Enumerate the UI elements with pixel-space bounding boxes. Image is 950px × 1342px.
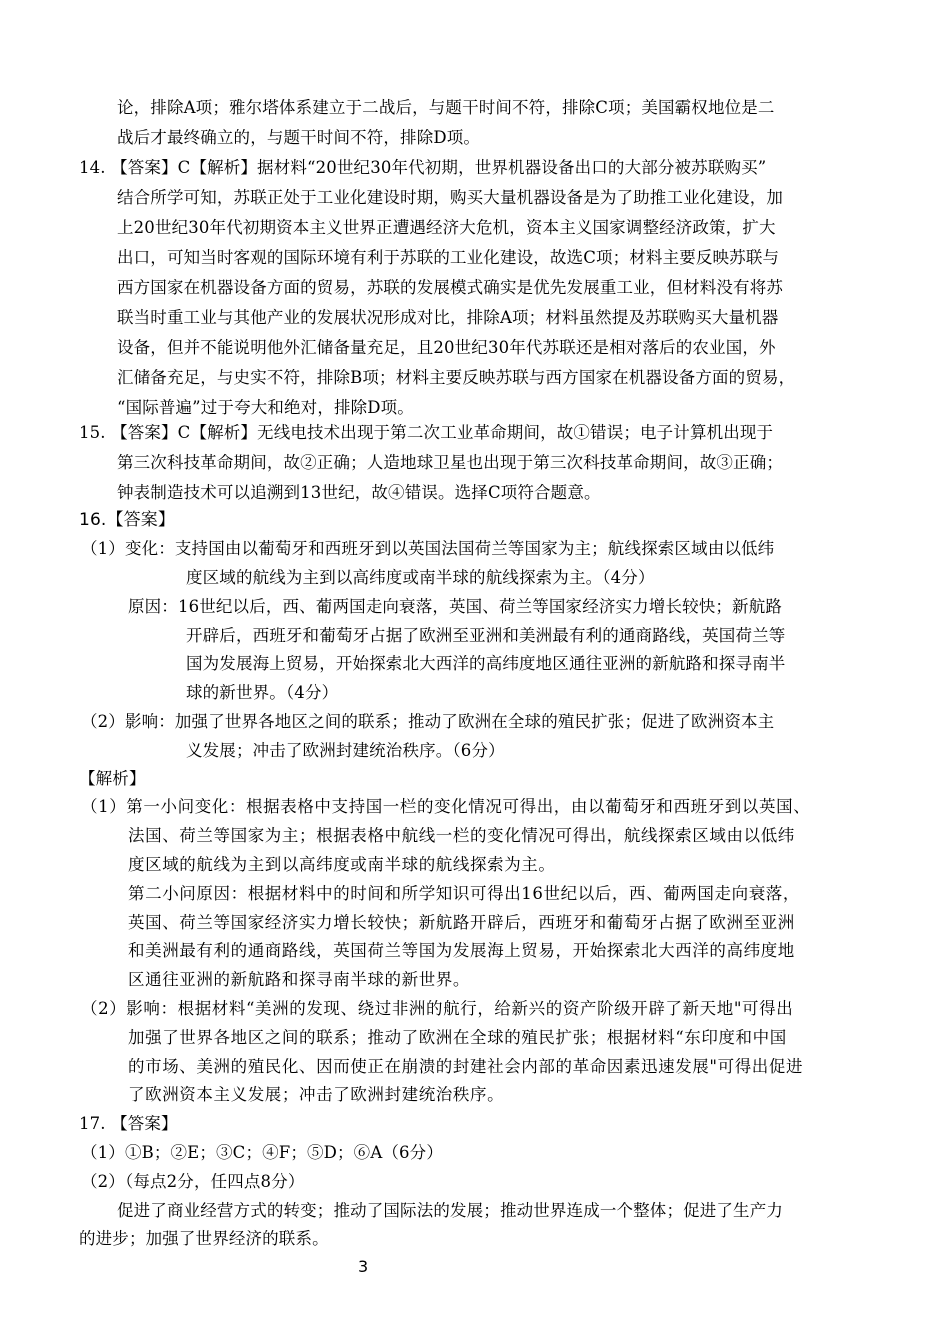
text-line: 加强了世界各地区之间的联系；推动了欧洲在全球的殖民扩张；根据材料“东印度和中国 (128, 1028, 787, 1047)
answer-17-heading: 17. 【答案】 (79, 1114, 178, 1133)
text-line: 度区域的航线为主到以高纬度或南半球的航线探索为主。 (128, 855, 556, 874)
text-line: 义发展；冲击了欧洲封建统治秩序。（6分） (186, 741, 505, 760)
text-line: 法国、荷兰等国家为主；根据表格中航线一栏的变化情况可得出，航线探索区域由以低纬 (128, 826, 795, 845)
text-line: （2）影响：加强了世界各地区之间的联系；推动了欧洲在全球的殖民扩张；促进了欧洲资本主 (81, 712, 775, 731)
text-line: 出口，可知当时客观的国际环境有利于苏联的工业化建设，故选C项；材料主要反映苏联与 (117, 248, 780, 267)
text-line: 国为发展海上贸易，开始探索北大西洋的高纬度地区通往亚洲的新航路和探寻南半 (186, 654, 786, 673)
text-line: （1）第一小问变化：根据表格中支持国一栏的变化情况可得出，由以葡萄牙和西班牙到以英国、 (81, 797, 811, 816)
text-line: 结合所学可知，苏联正处于工业化建设时期，购买大量机器设备是为了助推工业化建设，加 (117, 188, 783, 207)
text-line: 度区域的航线为主到以高纬度或南半球的航线探索为主。（4分） (186, 568, 655, 587)
text-line: 西方国家在机器设备方面的贸易，苏联的发展模式确实是优先发展重工业，但材料没有将苏 (117, 278, 783, 297)
text-line: 战后才最终确立的，与题干时间不符，排除D项。 (117, 128, 481, 147)
text-line: 原因：16世纪以后，西、葡两国走向衰落，英国、荷兰等国家经济实力增长较快；新航路 (128, 597, 782, 616)
text-line: （1）①B；②E；③C；④F；⑤D；⑥A（6分） (81, 1143, 443, 1162)
analysis-heading: 【解析】 (79, 769, 146, 788)
text-line: 英国、荷兰等国家经济实力增长较快；新航路开辟后，西班牙和葡萄牙占据了欧洲至亚洲 (128, 913, 795, 932)
text-line: 的市场、美洲的殖民化、因而使正在崩溃的封建社会内部的革命因素迅速发展"可得出促进 (128, 1057, 804, 1076)
text-line: （2）（每点2分，任四点8分） (81, 1172, 305, 1191)
text-line: 了欧洲资本主义发展；冲击了欧洲封建统治秩序。 (128, 1085, 505, 1104)
text-line: 开辟后，西班牙和葡萄牙占据了欧洲至亚洲和美洲最有利的通商路线，英国荷兰等 (186, 626, 786, 645)
text-line: 汇储备充足，与史实不符，排除B项；材料主要反映苏联与西方国家在机器设备方面的贸易， (117, 368, 796, 387)
answer-16-heading: 16.【答案】 (79, 510, 176, 530)
text-line: 的进步；加强了世界经济的联系。 (79, 1229, 329, 1248)
text-line: 促进了商业经营方式的转变；推动了国际法的发展；推动世界连成一个整体；促进了生产力 (117, 1201, 783, 1220)
text-line: “国际普遍”过于夸大和绝对，排除D项。 (117, 398, 414, 417)
page-number: 3 (358, 1257, 369, 1276)
text-line: 第二小问原因：根据材料中的时间和所学知识可得出16世纪以后，西、葡两国走向衰落， (128, 884, 800, 903)
text-line: （2）影响：根据材料“美洲的发现、绕过非洲的航行，给新兴的资产阶级开辟了新天地"可得出 (81, 999, 794, 1018)
answer-14-heading: 14. 【答案】C【解析】据材料“20世纪30年代初期，世界机器设备出口的大部分被苏联购买” (79, 158, 767, 177)
text-line: （1）变化：支持国由以葡萄牙和西班牙到以英国法国荷兰等国家为主；航线探索区域由以低纬 (81, 539, 775, 558)
text-line: 钟表制造技术可以追溯到13世纪，故④错误。选择C项符合题意。 (117, 483, 601, 502)
text-line: 第三次科技革命期间，故②正确；人造地球卫星也出现于第三次科技革命期间，故③正确； (117, 453, 783, 472)
text-line: 球的新世界。（4分） (186, 683, 339, 702)
text-line: 和美洲最有利的通商路线，英国荷兰等国为发展海上贸易，开始探索北大西洋的高纬度地 (128, 941, 795, 960)
text-line: 设备，但并不能说明他外汇储备量充足，且20世纪30年代苏联还是相对落后的农业国，外 (117, 338, 776, 357)
text-line: 上20世纪30年代初期资本主义世界正遭遇经济大危机，资本主义国家调整经济政策，扩大 (117, 218, 776, 237)
text-line: 区通往亚洲的新航路和探寻南半球的新世界。 (128, 970, 470, 989)
text-line: 联当时重工业与其他产业的发展状况形成对比，排除A项；材料虽然提及苏联购买大量机器 (117, 308, 779, 327)
text-line: 论，排除A项；雅尔塔体系建立于二战后，与题干时间不符，排除C项；美国霸权地位是二 (117, 98, 775, 117)
answer-15-heading: 15. 【答案】C【解析】无线电技术出现于第二次工业革命期间，故①错误；电子计算机出现于 (79, 423, 774, 442)
